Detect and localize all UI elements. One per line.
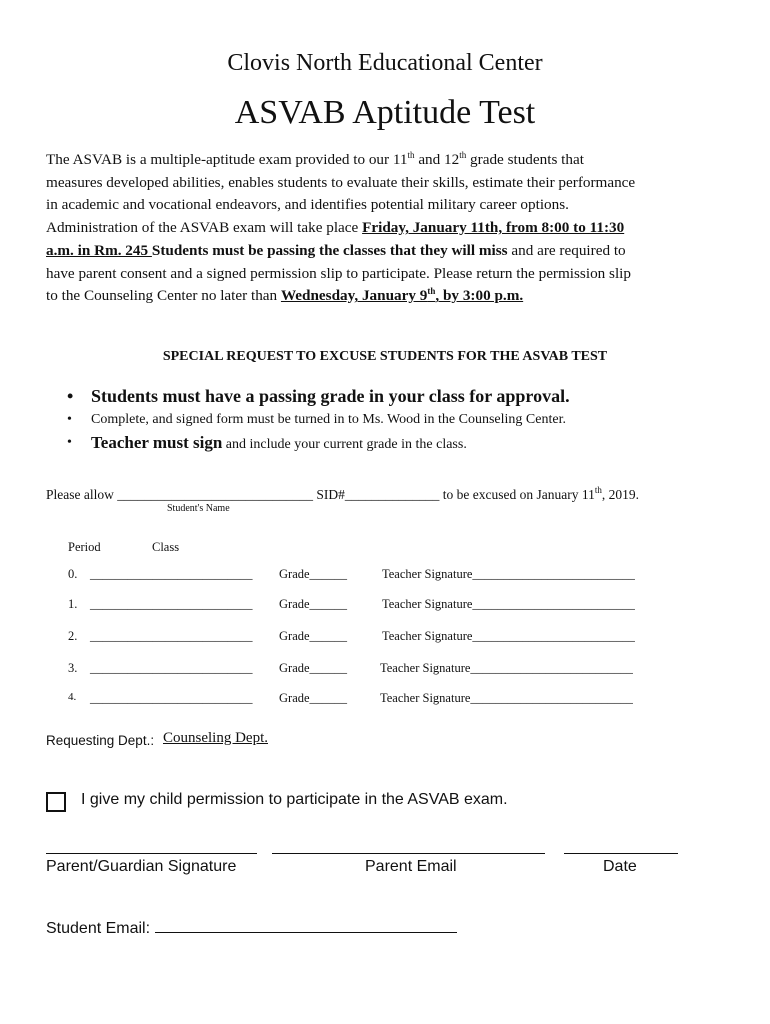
intro-text: to the Counseling Center no later than: [46, 287, 281, 305]
deadline-text: , by 3:00 p.m.: [435, 287, 524, 305]
period-row: [68, 661, 708, 681]
class-field[interactable]: __________________________: [90, 597, 253, 611]
exam-room: a.m. in Rm. 245: [46, 241, 152, 259]
date-label: Date: [603, 858, 637, 875]
superscript: th: [407, 150, 415, 160]
intro-text: Administration of the ASVAB exam will take place: [46, 219, 363, 237]
organization-name: Clovis North Educational Center: [227, 50, 543, 76]
period-number: 1.: [68, 597, 78, 611]
please-allow-date-end: , 2019.: [601, 487, 639, 502]
grade-field[interactable]: Grade______: [279, 597, 348, 611]
grade-field[interactable]: Grade______: [279, 629, 348, 643]
teacher-signature-field[interactable]: Teacher Signature__________________________: [382, 567, 635, 581]
return-deadline: [281, 287, 523, 304]
intro-line-3: in academic and vocational endeavors, and identifies potential military career options.: [46, 196, 569, 214]
permission-statement: I give my child permission to participate in the ASVAB exam.: [81, 791, 508, 808]
requirements-list: [62, 383, 570, 455]
superscript: th: [427, 286, 436, 297]
superscript: th: [459, 150, 467, 160]
intro-line-1: [46, 149, 726, 172]
intro-line-2: measures developed abilities, enables students to evaluate their skills, estimate their performance: [46, 173, 636, 191]
parent-signature-line[interactable]: [46, 853, 257, 854]
period-number: 3.: [68, 661, 78, 675]
intro-text: and 12: [414, 151, 460, 168]
please-allow-line[interactable]: [46, 487, 639, 503]
grade-field[interactable]: Grade______: [279, 567, 348, 581]
period-number: 0.: [68, 567, 78, 581]
period-row: [68, 567, 708, 587]
intro-paragraph: [46, 149, 726, 308]
superscript: th: [594, 485, 602, 495]
student-email-row: [46, 918, 457, 938]
class-field[interactable]: __________________________: [90, 629, 253, 643]
intro-text: grade students that: [466, 151, 584, 168]
parent-email-label: Parent Email: [365, 858, 457, 875]
exam-date: Friday, January 11th, from 8:00 to 11:30: [362, 219, 625, 237]
intro-text: and are required to: [507, 241, 626, 259]
column-header-period: Period: [68, 540, 101, 554]
period-row: [68, 597, 708, 617]
period-row: [68, 629, 708, 649]
intro-line-6: have parent consent and a signed permission slip to participate. Please return the permission slip: [46, 264, 631, 282]
period-row: [68, 691, 708, 711]
class-field[interactable]: __________________________: [90, 567, 253, 581]
period-number: 2.: [68, 629, 78, 643]
document-title: ASVAB Aptitude Test: [234, 94, 536, 131]
intro-text: The ASVAB is a multiple-aptitude exam provided to our 11: [46, 151, 408, 168]
period-number: 4.: [68, 691, 77, 703]
class-field[interactable]: __________________________: [90, 661, 253, 675]
permission-checkbox[interactable]: [46, 792, 66, 812]
grade-field[interactable]: Grade______: [279, 691, 348, 705]
requirement-signed-form: • Complete, and signed form must be turned in to Ms. Wood in the Counseling Center.: [62, 409, 570, 431]
grade-field[interactable]: Grade______: [279, 661, 348, 675]
teacher-signature-field[interactable]: Teacher Signature__________________________: [380, 661, 633, 675]
requesting-dept-value: Counseling Dept.: [163, 730, 268, 746]
intro-line-4: [46, 217, 726, 240]
deadline-text: Wednesday, January 9: [280, 287, 428, 305]
teacher-sign-emphasis: Teacher must sign: [91, 433, 223, 452]
intro-line-5: [46, 240, 726, 263]
teacher-signature-field[interactable]: Teacher Signature__________________________: [380, 691, 633, 705]
student-email-label: Student Email:: [46, 920, 155, 937]
teacher-signature-field[interactable]: Teacher Signature__________________________: [382, 629, 635, 643]
student-name-caption: Student's Name: [167, 503, 230, 514]
please-allow-text: Please allow _____________________________ SID#______________ to be excused on January 11: [46, 487, 595, 502]
column-header-class: Class: [152, 540, 180, 554]
class-field[interactable]: __________________________: [90, 691, 253, 705]
special-request-heading: SPECIAL REQUEST TO EXCUSE STUDENTS FOR THE ASVAB TEST: [162, 349, 608, 364]
teacher-signature-field[interactable]: Teacher Signature__________________________: [382, 597, 635, 611]
requirement-passing-grade: • Students must have a passing grade in your class for approval.: [62, 383, 570, 409]
parent-email-line[interactable]: [272, 853, 545, 854]
parent-signature-label: Parent/Guardian Signature: [46, 858, 237, 875]
requirement-teacher-sign: [62, 431, 570, 455]
intro-line-7: [46, 285, 726, 308]
requesting-dept-label: Requesting Dept.:: [46, 733, 155, 748]
date-line[interactable]: [564, 853, 678, 854]
passing-requirement: Students must be passing the classes that they will miss: [151, 241, 508, 259]
student-email-field[interactable]: [155, 918, 457, 933]
teacher-sign-text: and include your current grade in the class.: [222, 437, 467, 452]
